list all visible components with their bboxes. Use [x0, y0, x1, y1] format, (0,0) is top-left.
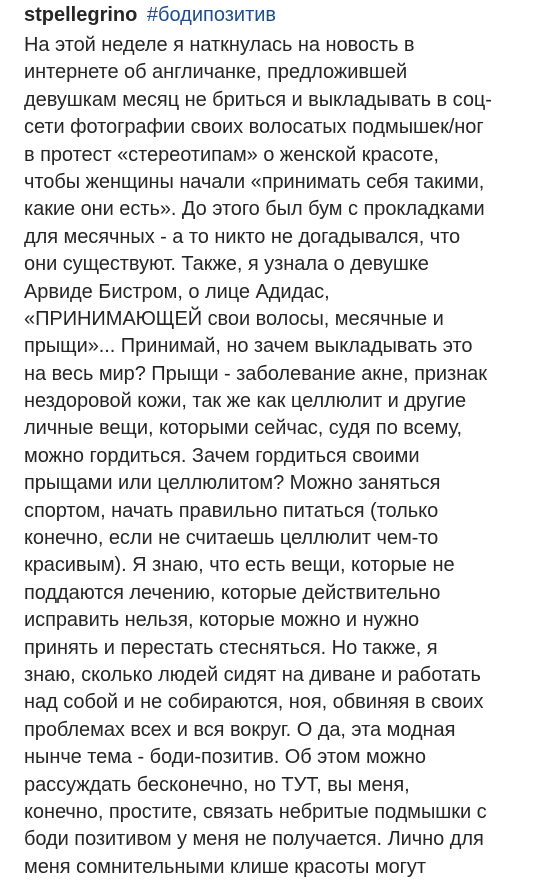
caption-line: конечно, простите, связать небритые подмышки с — [24, 800, 487, 823]
caption-line: Арвиде Бистром, о лице Адидас, — [24, 280, 330, 303]
caption-line: интернете об англичанке, предложившей — [24, 61, 408, 84]
caption-line: боди позитивом у меня не получается. Лично для — [24, 828, 484, 851]
caption-line: в протест «стереотипам» о женской красоте, — [24, 143, 439, 166]
caption-text — [24, 32, 530, 881]
hashtag-link[interactable]: #бодипозитив — [146, 4, 277, 26]
caption-line: личные вещи, которыми сейчас, судя по всему, — [24, 417, 463, 440]
caption-line: красивым). Я знаю, что есть вещи, которые не — [24, 554, 455, 577]
caption-line: На этой неделе я наткнулась на новость в — [24, 34, 415, 56]
caption-line: нездоровой кожи, так же как целлюлит и другие — [24, 390, 467, 413]
caption-line: принять и перестать стесняться. Но также, я — [24, 636, 438, 659]
caption-line: исправить нельзя, которые можно и нужно — [24, 609, 420, 632]
caption-line: на весь мир? Прыщи - заболевание акне, признак — [24, 362, 487, 385]
caption-line: нынче тема - боди-позитив. Об этом можно — [24, 746, 426, 769]
caption-line: рассуждать бесконечно, но ТУТ, вы меня, — [24, 773, 410, 796]
caption-line: знаю, сколько людей сидят на диване и работать — [24, 663, 481, 686]
username-link[interactable]: stpellegrino — [24, 4, 138, 26]
caption-line: конечно, если не считаешь целлюлит чем-то — [24, 527, 439, 550]
caption-line: можно гордиться. Зачем гордиться своими — [24, 444, 420, 467]
caption-line: сети фотографии своих волосатых подмышек/ног — [24, 116, 484, 139]
caption-line: прыщами или целлюлитом? Можно заняться — [24, 472, 441, 495]
caption-line: какие они есть». До этого был бум с прокладками — [24, 198, 485, 221]
caption-line: поддаются лечению, которые действительно — [24, 581, 441, 604]
caption-line: «ПРИНИМАЮЩЕЙ свои волосы, месячные и — [24, 307, 444, 330]
caption-line: девушкам месяц не бриться и выкладывать в соц- — [24, 88, 492, 111]
caption-line: они существуют. Также, я узнала о девушке — [24, 253, 429, 276]
caption-line: чтобы женщины начали «принимать себя такими, — [24, 170, 485, 193]
post-header — [24, 0, 530, 32]
caption-line: над собой и не собираются, ноя, обвиняя в своих — [24, 691, 484, 714]
caption-line: проблемах всех и вся вокруг. О да, эта модная — [24, 718, 456, 741]
caption-line: прыщи»... Принимай, но зачем выкладывать это — [24, 335, 473, 358]
caption-line: меня сомнительными клише красоты могут — [24, 855, 426, 878]
caption-line: для месячных - а то никто не догадывался, что — [24, 225, 461, 248]
caption-line: спортом, начать правильно питаться (только — [24, 499, 439, 522]
